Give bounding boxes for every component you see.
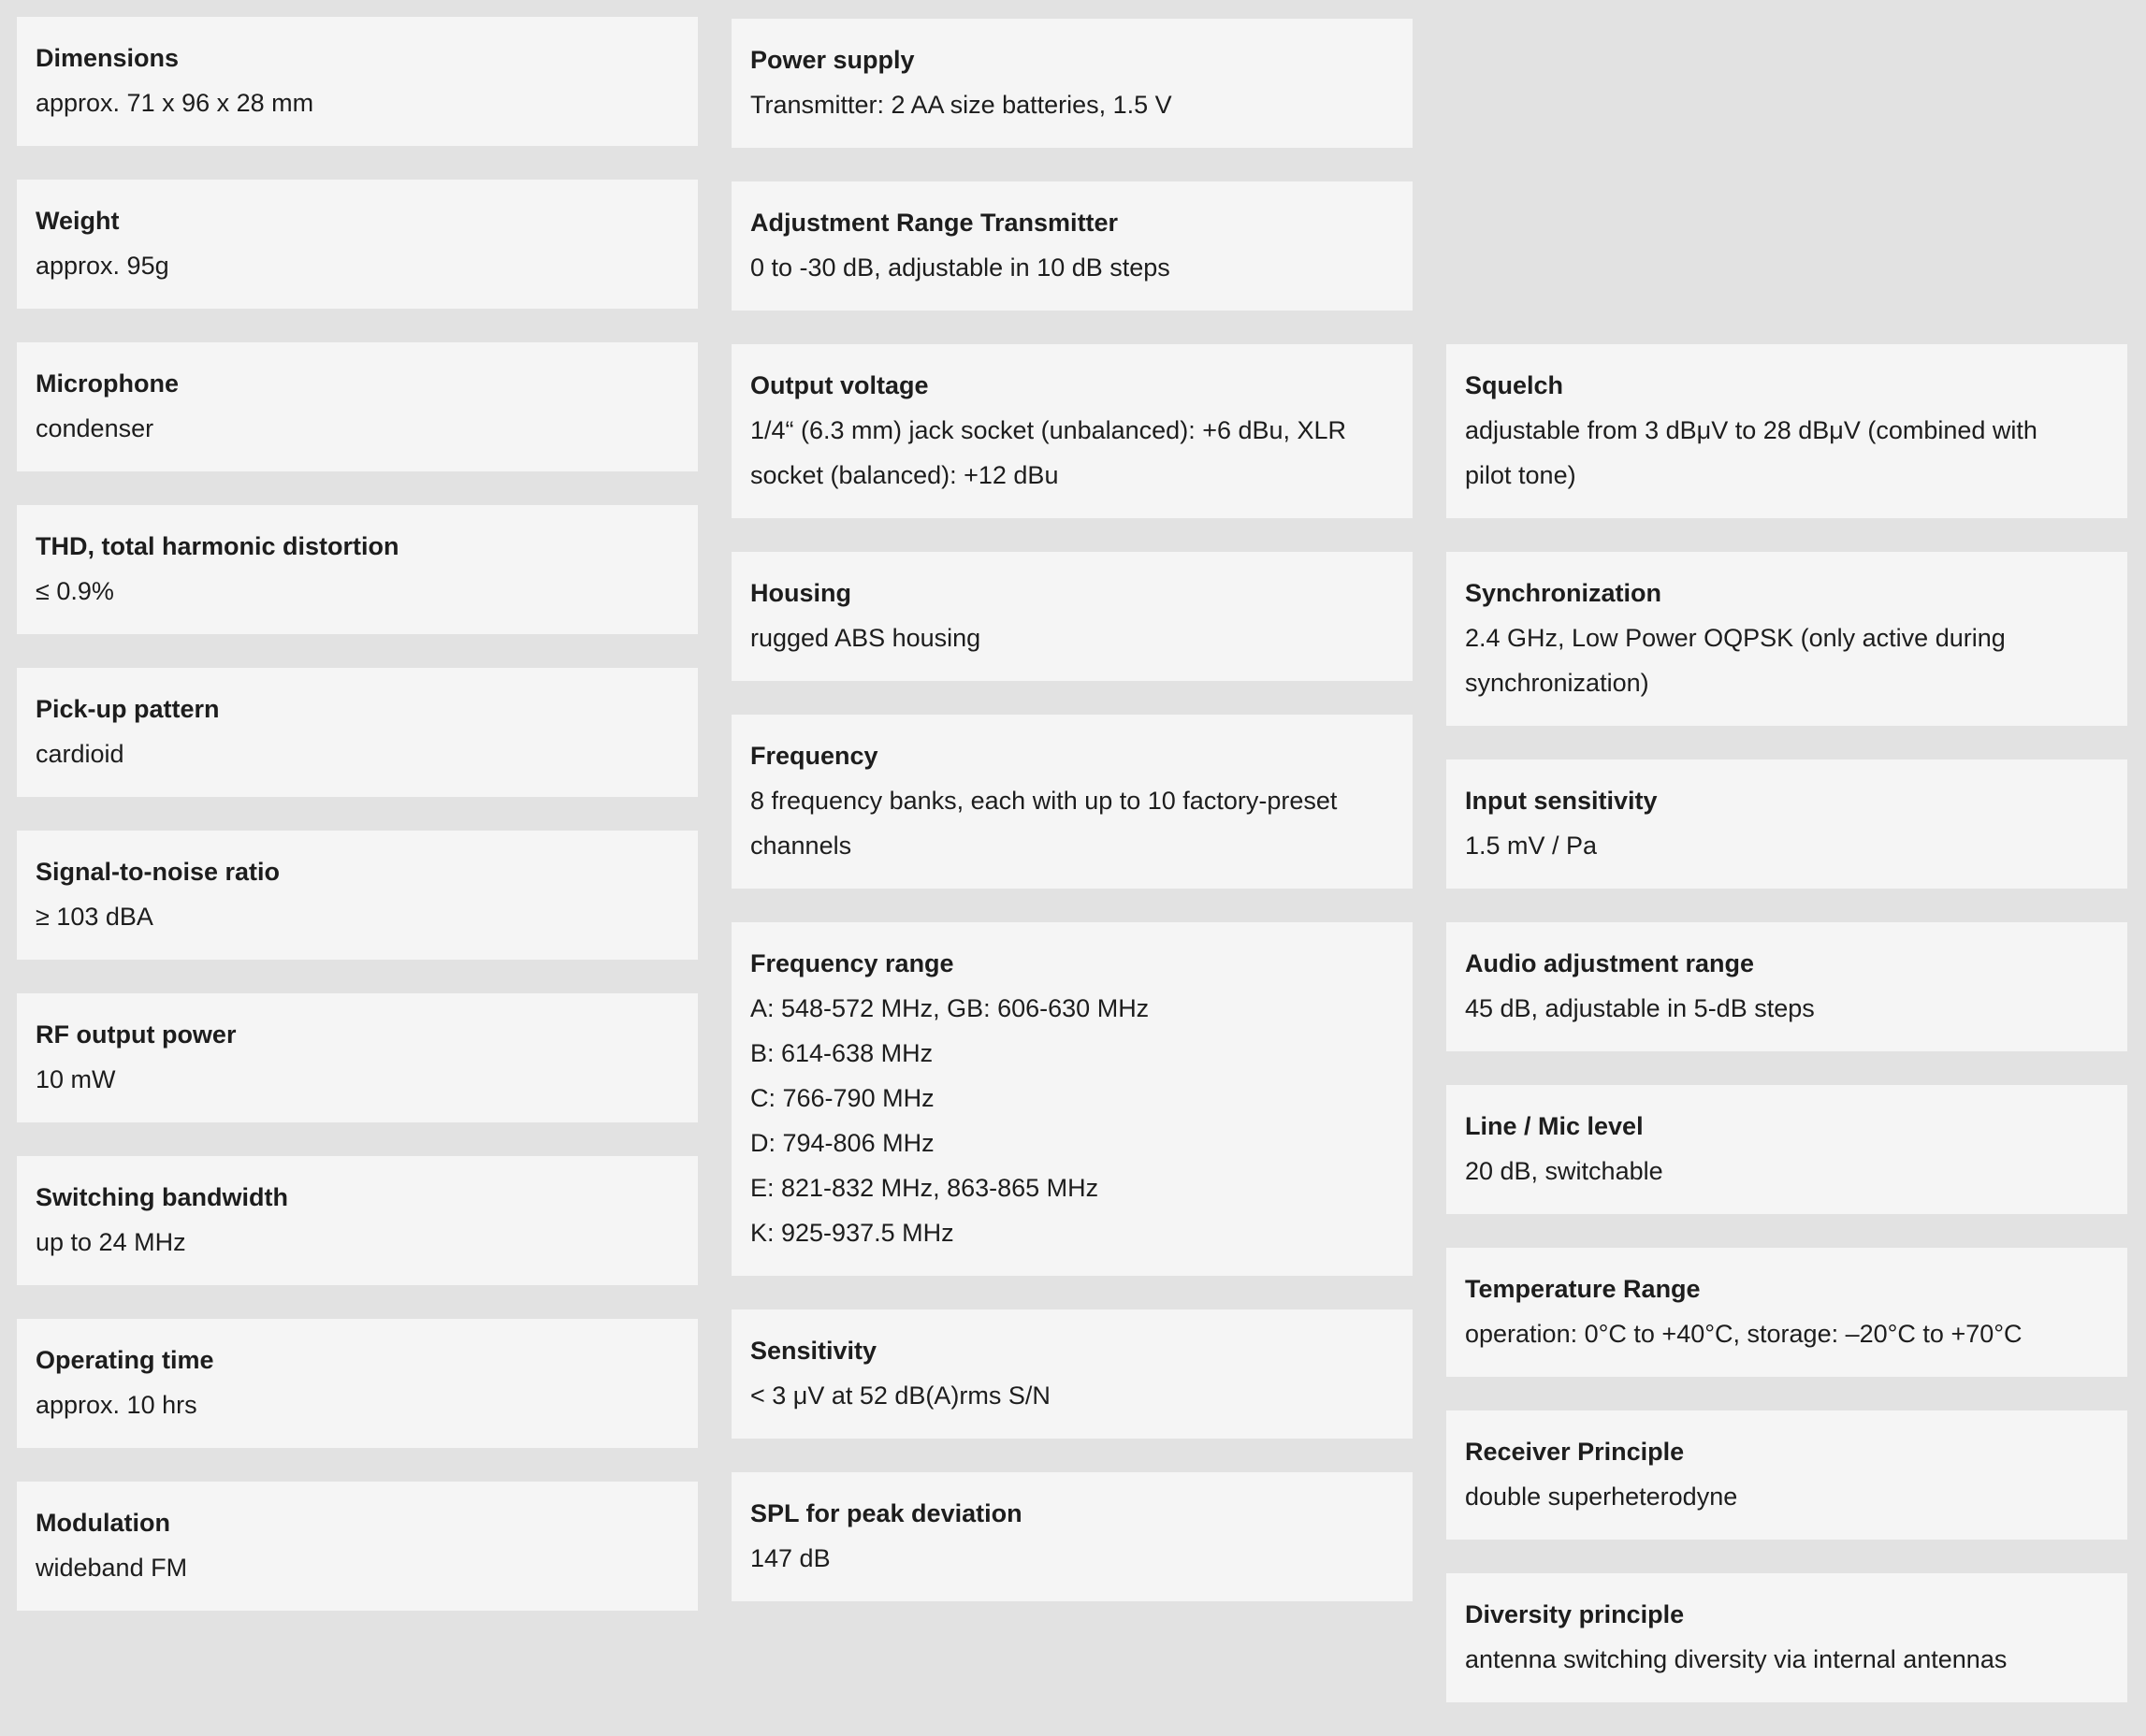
spec-value: approx. 95g <box>36 252 169 280</box>
spec-value-line: synchronization) <box>1465 669 1649 697</box>
spec-title: Microphone <box>36 369 179 398</box>
spec-card-squelch <box>1446 344 2127 518</box>
spec-value-line: C: 766-790 MHz <box>750 1084 935 1112</box>
spec-title: Switching bandwidth <box>36 1183 288 1211</box>
spec-title: Pick-up pattern <box>36 695 220 723</box>
spec-value: condenser <box>36 414 154 442</box>
spec-value: operation: 0°C to +40°C, storage: –20°C to +70°C <box>1465 1320 2023 1348</box>
spec-title: Synchronization <box>1465 579 1662 607</box>
spec-card-sensitivity <box>732 1309 1413 1439</box>
spec-value <box>750 408 1394 498</box>
spec-card-frequency <box>732 715 1413 889</box>
spec-value: 10 mW <box>36 1065 116 1093</box>
spec-card-operating-time <box>17 1319 698 1448</box>
spec-card-frequency-range <box>732 922 1413 1276</box>
spec-title: Adjustment Range Transmitter <box>750 209 1119 237</box>
spec-card-synchronization <box>1446 552 2127 726</box>
spec-card-power-supply <box>732 19 1413 148</box>
spec-title: Input sensitivity <box>1465 787 1658 815</box>
spec-title: Output voltage <box>750 371 929 399</box>
spec-card-thd <box>17 505 698 634</box>
spec-card-line-mic-level <box>1446 1085 2127 1214</box>
spec-title: Sensitivity <box>750 1337 877 1365</box>
spec-card-switching-bandwidth <box>17 1156 698 1285</box>
spec-title: RF output power <box>36 1020 237 1049</box>
spec-card-input-sensitivity <box>1446 760 2127 889</box>
spec-value-line: A: 548-572 MHz, GB: 606-630 MHz <box>750 994 1150 1022</box>
spec-card-microphone <box>17 342 698 471</box>
bottom-middle-column <box>732 344 1413 1635</box>
top-left-column <box>17 17 698 342</box>
spec-value: 45 dB, adjustable in 5-dB steps <box>1465 994 1815 1022</box>
spec-title: Weight <box>36 207 120 235</box>
spec-value-line: D: 794-806 MHz <box>750 1129 935 1157</box>
spec-value <box>750 778 1394 868</box>
spec-title: Dimensions <box>36 44 180 72</box>
spec-value: cardioid <box>36 740 124 768</box>
spec-value: 147 dB <box>750 1544 831 1572</box>
spec-card-temperature-range <box>1446 1248 2127 1377</box>
spec-title: Signal-to-noise ratio <box>36 858 281 886</box>
spec-value: wideband FM <box>36 1554 188 1582</box>
spec-value-line: socket (balanced): +12 dBu <box>750 461 1059 489</box>
spec-value <box>1465 408 2109 498</box>
spec-value: 20 dB, switchable <box>1465 1157 1663 1185</box>
spec-title: Housing <box>750 579 851 607</box>
spec-title: Frequency <box>750 742 878 770</box>
spec-value: ≤ 0.9% <box>36 577 114 605</box>
spec-card-output-voltage <box>732 344 1413 518</box>
bottom-right-column <box>1446 344 2127 1736</box>
spec-title: Frequency range <box>750 949 954 977</box>
spec-value: Transmitter: 2 AA size batteries, 1.5 V <box>750 91 1172 119</box>
spec-value <box>750 986 1394 1255</box>
spec-card-housing <box>732 552 1413 681</box>
spec-value: 0 to -30 dB, adjustable in 10 dB steps <box>750 253 1170 282</box>
spec-card-rf-output-power <box>17 993 698 1122</box>
spec-value-line: 8 frequency banks, each with up to 10 factory-preset <box>750 787 1338 815</box>
top-middle-column <box>732 19 1413 344</box>
spec-card-adjustment-range-transmitter <box>732 181 1413 311</box>
spec-title: THD, total harmonic distortion <box>36 532 399 560</box>
spec-card-snr <box>17 831 698 960</box>
spec-value-line: channels <box>750 832 852 860</box>
spec-card-weight <box>17 180 698 309</box>
spec-title: Audio adjustment range <box>1465 949 1755 977</box>
spec-title: SPL for peak deviation <box>750 1499 1022 1527</box>
spec-card-diversity-principle <box>1446 1573 2127 1702</box>
spec-card-receiver-principle <box>1446 1410 2127 1540</box>
spec-value: approx. 10 hrs <box>36 1391 197 1419</box>
spec-card-spl-peak-deviation <box>732 1472 1413 1601</box>
spec-value-line: K: 925-937.5 MHz <box>750 1219 954 1247</box>
spec-value: ≥ 103 dBA <box>36 903 153 931</box>
spec-value-line: adjustable from 3 dBμV to 28 dBμV (combined with <box>1465 416 2037 444</box>
spec-card-pickup-pattern <box>17 668 698 797</box>
spec-title: Receiver Principle <box>1465 1438 1685 1466</box>
spec-value: double superheterodyne <box>1465 1483 1738 1511</box>
spec-title: Squelch <box>1465 371 1564 399</box>
spec-title: Power supply <box>750 46 915 74</box>
spec-value: up to 24 MHz <box>36 1228 186 1256</box>
spec-title: Temperature Range <box>1465 1275 1701 1303</box>
spec-title: Line / Mic level <box>1465 1112 1644 1140</box>
spec-card-audio-adjustment-range <box>1446 922 2127 1051</box>
spec-value: antenna switching diversity via internal antennas <box>1465 1645 2008 1673</box>
spec-value <box>1465 615 2109 705</box>
spec-value-line: pilot tone) <box>1465 461 1576 489</box>
spec-value: 1.5 mV / Pa <box>1465 832 1598 860</box>
spec-title: Diversity principle <box>1465 1600 1685 1628</box>
bottom-left-column <box>17 342 698 1644</box>
spec-value-line: B: 614-638 MHz <box>750 1039 934 1067</box>
spec-value-line: 2.4 GHz, Low Power OQPSK (only active during <box>1465 624 2006 652</box>
spec-card-modulation <box>17 1482 698 1611</box>
spec-title: Modulation <box>36 1509 170 1537</box>
spec-value: < 3 μV at 52 dB(A)rms S/N <box>750 1382 1051 1410</box>
spec-value: approx. 71 x 96 x 28 mm <box>36 89 314 117</box>
spec-title: Operating time <box>36 1346 214 1374</box>
spec-card-dimensions <box>17 17 698 146</box>
spec-value-line: 1/4“ (6.3 mm) jack socket (unbalanced): +6 dBu, XLR <box>750 416 1347 444</box>
spec-value-line: E: 821-832 MHz, 863-865 MHz <box>750 1174 1099 1202</box>
spec-value: rugged ABS housing <box>750 624 981 652</box>
